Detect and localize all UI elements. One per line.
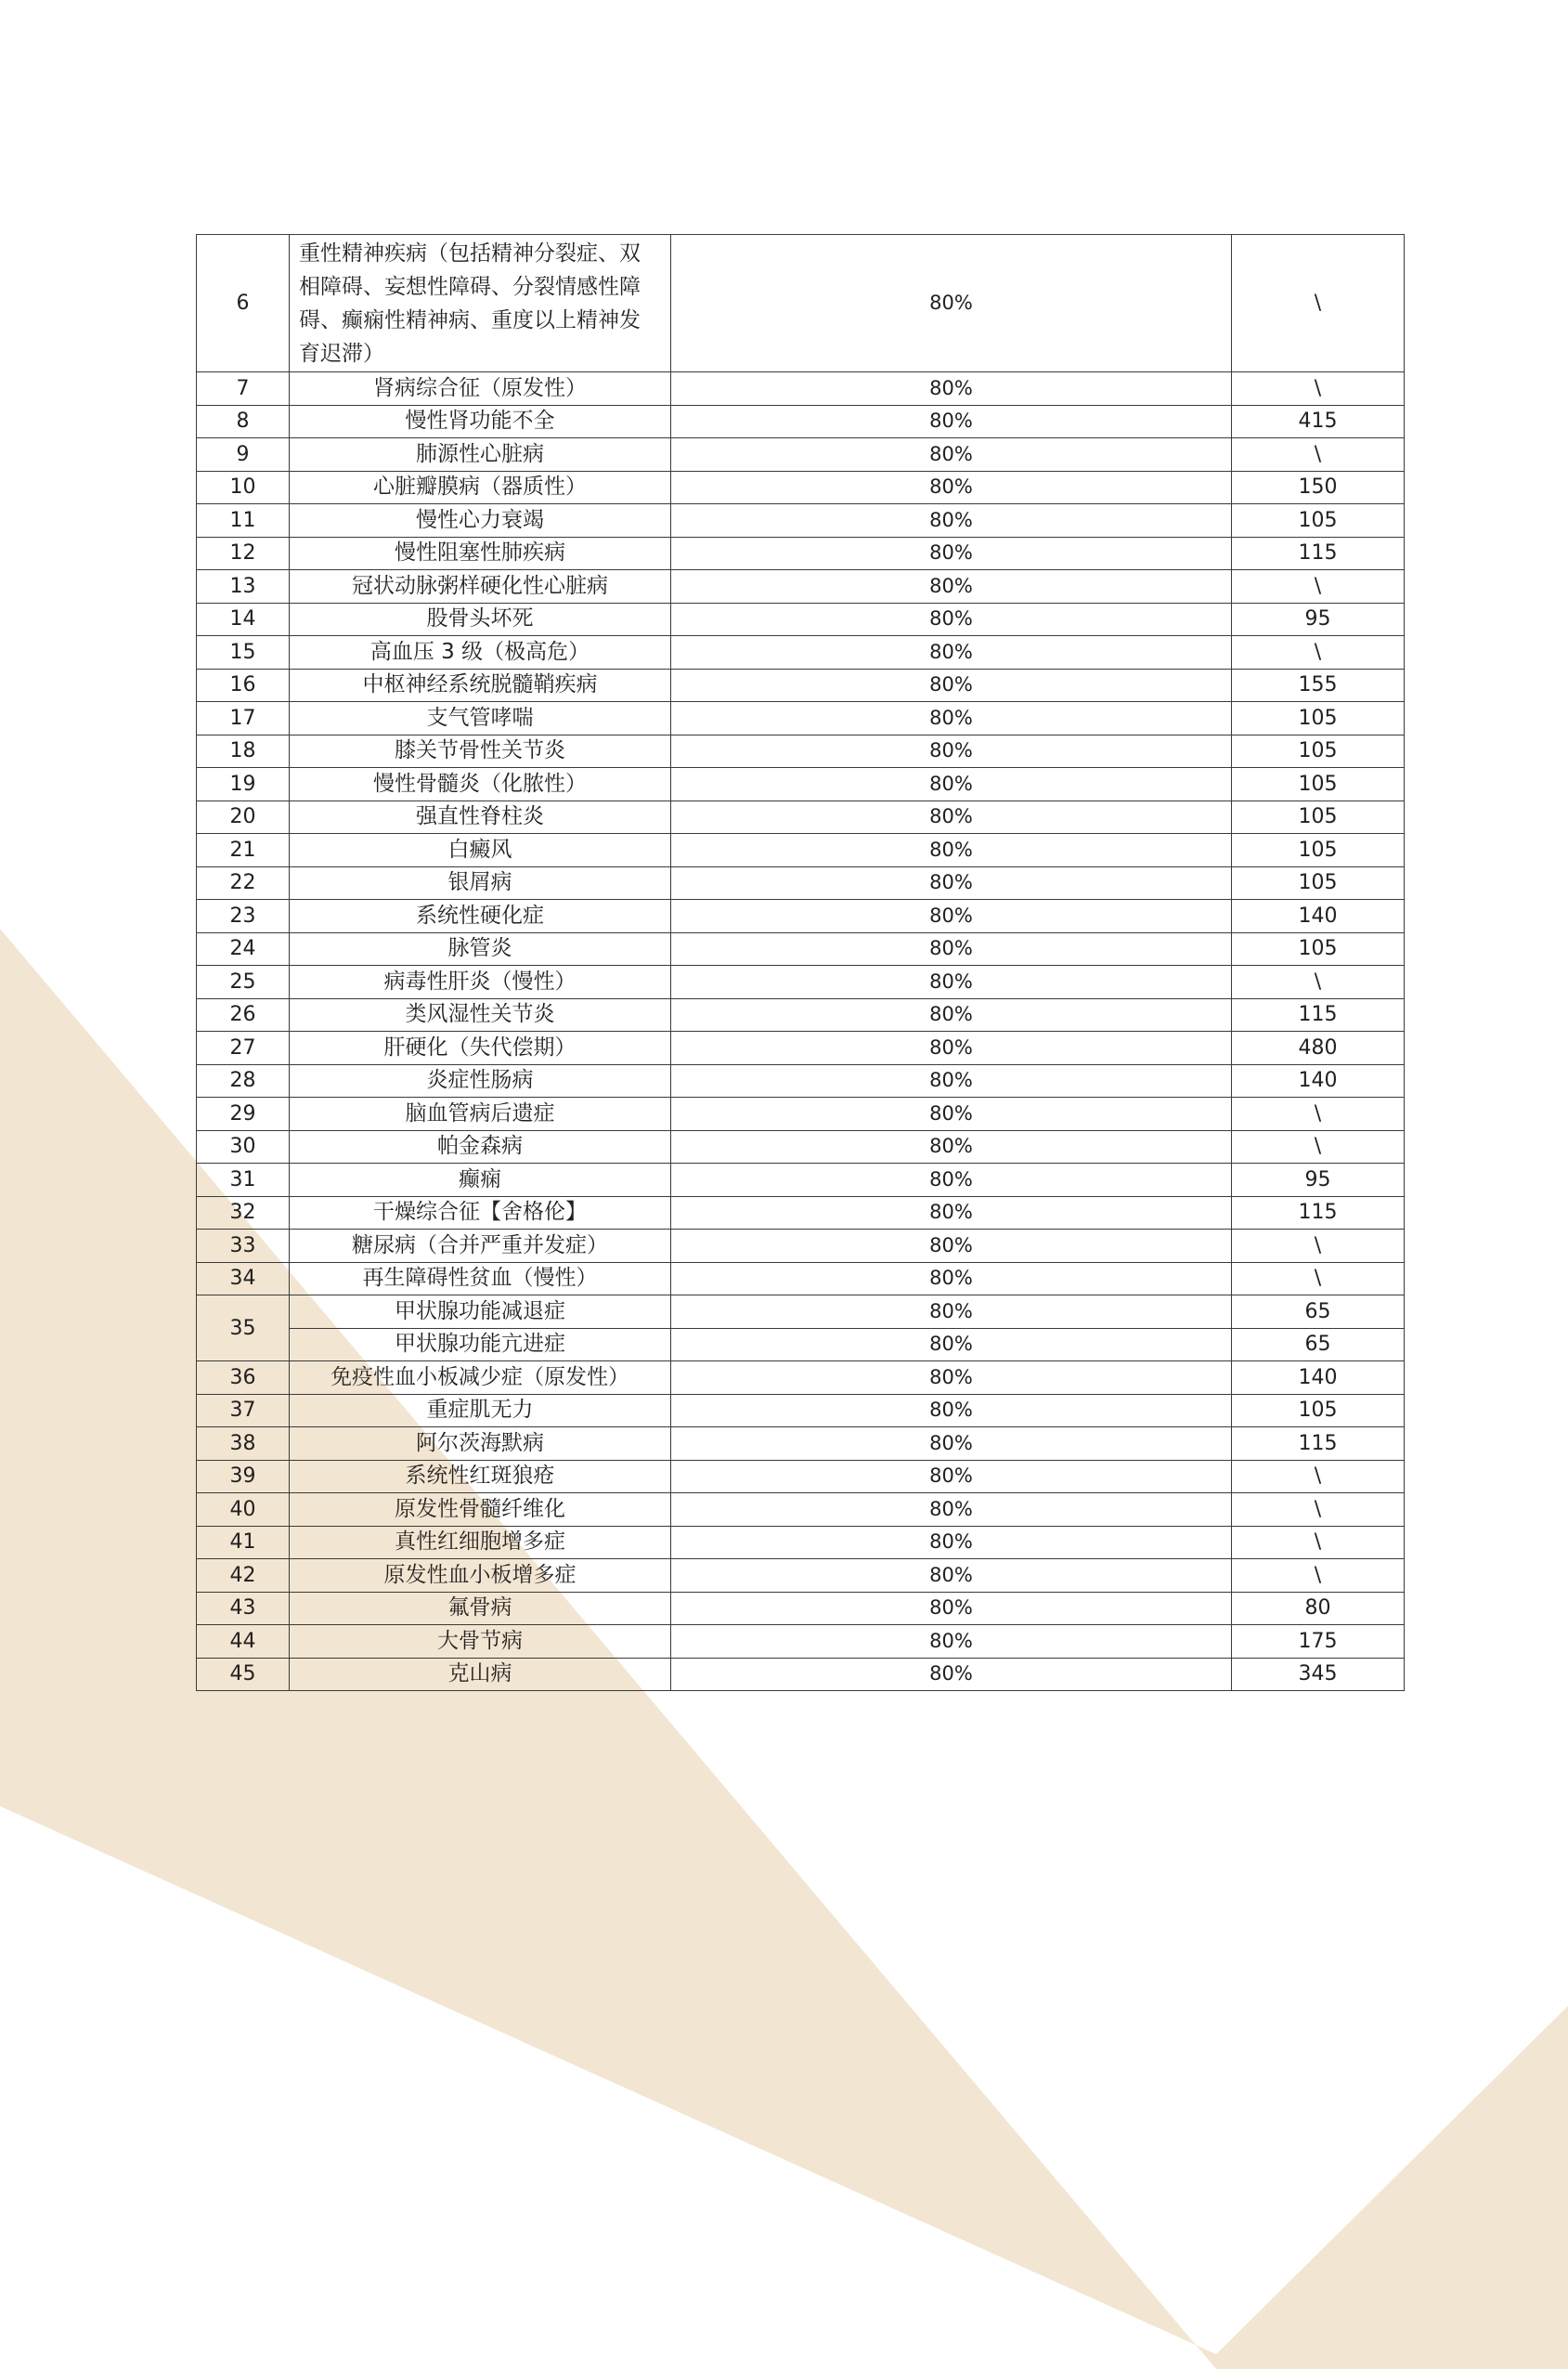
reimbursement-rate-cell: 80% (671, 669, 1232, 702)
reimbursement-rate-cell: 80% (671, 1164, 1232, 1197)
amount-cell: 95 (1232, 1164, 1405, 1197)
row-number-cell: 25 (197, 966, 290, 999)
table-body (197, 235, 1405, 1691)
amount-cell: 105 (1232, 504, 1405, 538)
row-number-cell: 37 (197, 1394, 290, 1427)
chronic-disease-table (196, 234, 1405, 1691)
table-row (197, 1230, 1405, 1263)
amount-cell: 115 (1232, 537, 1405, 570)
table-row (197, 866, 1405, 900)
row-number-cell: 43 (197, 1592, 290, 1625)
table-row (197, 1164, 1405, 1197)
reimbursement-rate-cell: 80% (671, 1460, 1232, 1493)
disease-name-cell: 大骨节病 (290, 1625, 671, 1659)
row-number-cell: 42 (197, 1559, 290, 1593)
disease-name-cell: 原发性血小板增多症 (290, 1559, 671, 1593)
reimbursement-rate-cell: 80% (671, 235, 1232, 372)
table-row (197, 603, 1405, 636)
row-number-cell: 8 (197, 405, 290, 438)
table-row (197, 998, 1405, 1032)
row-number-cell: 21 (197, 834, 290, 867)
table-row (197, 1592, 1405, 1625)
table-row (197, 801, 1405, 834)
disease-name-cell: 冠状动脉粥样硬化性心脏病 (290, 570, 671, 604)
amount-cell: 105 (1232, 768, 1405, 801)
amount-cell: 115 (1232, 998, 1405, 1032)
disease-name-cell: 慢性骨髓炎（化脓性） (290, 768, 671, 801)
amount-cell: 65 (1232, 1328, 1405, 1361)
row-number-cell: 9 (197, 438, 290, 472)
reimbursement-rate-cell: 80% (671, 735, 1232, 768)
reimbursement-rate-cell: 80% (671, 1328, 1232, 1361)
reimbursement-rate-cell: 80% (671, 932, 1232, 966)
reimbursement-rate-cell: 80% (671, 1658, 1232, 1691)
disease-name-cell: 慢性肾功能不全 (290, 405, 671, 438)
amount-cell: \ (1232, 966, 1405, 999)
reimbursement-rate-cell: 80% (671, 866, 1232, 900)
reimbursement-rate-cell: 80% (671, 1098, 1232, 1131)
disease-name-cell: 帕金森病 (290, 1130, 671, 1164)
row-number-cell: 14 (197, 603, 290, 636)
row-number-cell: 24 (197, 932, 290, 966)
table-row (197, 1427, 1405, 1461)
row-number-cell: 11 (197, 504, 290, 538)
amount-cell: \ (1232, 636, 1405, 670)
table-row (197, 834, 1405, 867)
reimbursement-rate-cell: 80% (671, 702, 1232, 735)
amount-cell: 150 (1232, 471, 1405, 504)
table-row (197, 570, 1405, 604)
row-number-cell: 13 (197, 570, 290, 604)
disease-name-cell: 真性红细胞增多症 (290, 1526, 671, 1559)
disease-name-cell: 甲状腺功能减退症 (290, 1295, 671, 1329)
table-row (197, 235, 1405, 372)
amount-cell: \ (1232, 1493, 1405, 1527)
amount-cell: 105 (1232, 866, 1405, 900)
reimbursement-rate-cell: 80% (671, 1427, 1232, 1461)
row-number-cell: 33 (197, 1230, 290, 1263)
reimbursement-rate-cell: 80% (671, 537, 1232, 570)
table-row (197, 1559, 1405, 1593)
row-number-cell: 23 (197, 900, 290, 933)
disease-name-cell: 肝硬化（失代偿期） (290, 1032, 671, 1065)
row-number-cell: 6 (197, 235, 290, 372)
row-number-cell: 7 (197, 372, 290, 406)
reimbursement-rate-cell: 80% (671, 998, 1232, 1032)
row-number-cell: 30 (197, 1130, 290, 1164)
reimbursement-rate-cell: 80% (671, 603, 1232, 636)
reimbursement-rate-cell: 80% (671, 1196, 1232, 1230)
amount-cell: \ (1232, 1098, 1405, 1131)
table-row (197, 735, 1405, 768)
row-number-cell: 41 (197, 1526, 290, 1559)
disease-name-cell: 系统性硬化症 (290, 900, 671, 933)
row-number-cell: 44 (197, 1625, 290, 1659)
table-row (197, 768, 1405, 801)
row-number-cell: 35 (197, 1295, 290, 1361)
amount-cell: \ (1232, 1230, 1405, 1263)
amount-cell: 140 (1232, 900, 1405, 933)
row-number-cell: 39 (197, 1460, 290, 1493)
reimbursement-rate-cell: 80% (671, 966, 1232, 999)
row-number-cell: 34 (197, 1262, 290, 1295)
row-number-cell: 12 (197, 537, 290, 570)
row-number-cell: 26 (197, 998, 290, 1032)
row-number-cell: 29 (197, 1098, 290, 1131)
reimbursement-rate-cell: 80% (671, 1295, 1232, 1329)
amount-cell: \ (1232, 1130, 1405, 1164)
amount-cell: \ (1232, 1526, 1405, 1559)
reimbursement-rate-cell: 80% (671, 1625, 1232, 1659)
disease-name-cell: 心脏瓣膜病（器质性） (290, 471, 671, 504)
table-row (197, 1361, 1405, 1395)
row-number-cell: 28 (197, 1064, 290, 1098)
disease-name-cell: 慢性心力衰竭 (290, 504, 671, 538)
amount-cell: 105 (1232, 801, 1405, 834)
amount-cell: 105 (1232, 735, 1405, 768)
amount-cell: \ (1232, 570, 1405, 604)
disease-name-cell: 癫痫 (290, 1164, 671, 1197)
amount-cell: 105 (1232, 1394, 1405, 1427)
row-number-cell: 10 (197, 471, 290, 504)
table-row (197, 1064, 1405, 1098)
table-row (197, 1526, 1405, 1559)
row-number-cell: 16 (197, 669, 290, 702)
table-row (197, 372, 1405, 406)
disease-name-cell: 炎症性肠病 (290, 1064, 671, 1098)
disease-name-cell: 股骨头坏死 (290, 603, 671, 636)
amount-cell: 65 (1232, 1295, 1405, 1329)
disease-name-cell: 氟骨病 (290, 1592, 671, 1625)
disease-name-cell: 病毒性肝炎（慢性） (290, 966, 671, 999)
reimbursement-rate-cell: 80% (671, 834, 1232, 867)
disease-name-cell: 重症肌无力 (290, 1394, 671, 1427)
disease-name-cell: 白癜风 (290, 834, 671, 867)
amount-cell: 105 (1232, 932, 1405, 966)
amount-cell: 175 (1232, 1625, 1405, 1659)
disease-name-cell: 银屑病 (290, 866, 671, 900)
table-row (197, 1460, 1405, 1493)
row-number-cell: 38 (197, 1427, 290, 1461)
amount-cell: 80 (1232, 1592, 1405, 1625)
table-row (197, 636, 1405, 670)
row-number-cell: 22 (197, 866, 290, 900)
table-row (197, 405, 1405, 438)
row-number-cell: 27 (197, 1032, 290, 1065)
reimbursement-rate-cell: 80% (671, 438, 1232, 472)
amount-cell: 115 (1232, 1427, 1405, 1461)
disease-name-cell: 肺源性心脏病 (290, 438, 671, 472)
reimbursement-rate-cell: 80% (671, 1592, 1232, 1625)
reimbursement-rate-cell: 80% (671, 570, 1232, 604)
reimbursement-rate-cell: 80% (671, 471, 1232, 504)
amount-cell: 415 (1232, 405, 1405, 438)
reimbursement-rate-cell: 80% (671, 768, 1232, 801)
table-row (197, 1262, 1405, 1295)
reimbursement-rate-cell: 80% (671, 801, 1232, 834)
reimbursement-rate-cell: 80% (671, 1130, 1232, 1164)
table-row (197, 1493, 1405, 1527)
reimbursement-rate-cell: 80% (671, 504, 1232, 538)
table-row (197, 900, 1405, 933)
amount-cell: 155 (1232, 669, 1405, 702)
disease-name-cell: 肾病综合征（原发性） (290, 372, 671, 406)
amount-cell: 480 (1232, 1032, 1405, 1065)
disease-name-cell: 甲状腺功能亢进症 (290, 1328, 671, 1361)
row-number-cell: 19 (197, 768, 290, 801)
disease-name-cell: 糖尿病（合并严重并发症） (290, 1230, 671, 1263)
table-row (197, 1130, 1405, 1164)
disease-name-cell: 系统性红斑狼疮 (290, 1460, 671, 1493)
row-number-cell: 17 (197, 702, 290, 735)
reimbursement-rate-cell: 80% (671, 1230, 1232, 1263)
reimbursement-rate-cell: 80% (671, 900, 1232, 933)
reimbursement-rate-cell: 80% (671, 1493, 1232, 1527)
table-row (197, 1098, 1405, 1131)
reimbursement-rate-cell: 80% (671, 1032, 1232, 1065)
row-number-cell: 36 (197, 1361, 290, 1395)
table-row (197, 1328, 1405, 1361)
reimbursement-rate-cell: 80% (671, 1361, 1232, 1395)
disease-name-cell: 阿尔茨海默病 (290, 1427, 671, 1461)
row-number-cell: 32 (197, 1196, 290, 1230)
row-number-cell: 20 (197, 801, 290, 834)
table-row (197, 438, 1405, 472)
disease-name-cell: 免疫性血小板减少症（原发性） (290, 1361, 671, 1395)
table-row (197, 471, 1405, 504)
row-number-cell: 31 (197, 1164, 290, 1197)
table-row (197, 1196, 1405, 1230)
disease-name-cell: 脉管炎 (290, 932, 671, 966)
table-row (197, 1625, 1405, 1659)
reimbursement-rate-cell: 80% (671, 636, 1232, 670)
reimbursement-rate-cell: 80% (671, 372, 1232, 406)
amount-cell: \ (1232, 235, 1405, 372)
amount-cell: \ (1232, 372, 1405, 406)
row-number-cell: 45 (197, 1658, 290, 1691)
amount-cell: \ (1232, 1262, 1405, 1295)
amount-cell: 140 (1232, 1361, 1405, 1395)
amount-cell: 345 (1232, 1658, 1405, 1691)
disease-name-cell: 支气管哮喘 (290, 702, 671, 735)
disease-name-cell: 再生障碍性贫血（慢性） (290, 1262, 671, 1295)
reimbursement-rate-cell: 80% (671, 1526, 1232, 1559)
disease-name-cell: 强直性脊柱炎 (290, 801, 671, 834)
row-number-cell: 15 (197, 636, 290, 670)
disease-name-cell: 干燥综合征【舍格伦】 (290, 1196, 671, 1230)
amount-cell: \ (1232, 1460, 1405, 1493)
table-row (197, 966, 1405, 999)
disease-name-cell: 类风湿性关节炎 (290, 998, 671, 1032)
amount-cell: 95 (1232, 603, 1405, 636)
amount-cell: 105 (1232, 702, 1405, 735)
disease-name-cell: 膝关节骨性关节炎 (290, 735, 671, 768)
table-row (197, 1658, 1405, 1691)
amount-cell: 140 (1232, 1064, 1405, 1098)
amount-cell: \ (1232, 1559, 1405, 1593)
amount-cell: \ (1232, 438, 1405, 472)
reimbursement-rate-cell: 80% (671, 1559, 1232, 1593)
disease-name-cell: 中枢神经系统脱髓鞘疾病 (290, 669, 671, 702)
table-row (197, 504, 1405, 538)
table-row (197, 537, 1405, 570)
row-number-cell: 18 (197, 735, 290, 768)
disease-name-cell: 克山病 (290, 1658, 671, 1691)
reimbursement-rate-cell: 80% (671, 1064, 1232, 1098)
table-row (197, 702, 1405, 735)
disease-name-cell: 重性精神疾病（包括精神分裂症、双相障碍、妄想性障碍、分裂情感性障碍、癫痫性精神病、重度以上精神发育迟滞） (290, 235, 671, 372)
table-row (197, 1032, 1405, 1065)
disease-name-cell: 原发性骨髓纤维化 (290, 1493, 671, 1527)
row-number-cell: 40 (197, 1493, 290, 1527)
table-row (197, 669, 1405, 702)
reimbursement-rate-cell: 80% (671, 1394, 1232, 1427)
table-row (197, 1394, 1405, 1427)
table-row (197, 932, 1405, 966)
amount-cell: 105 (1232, 834, 1405, 867)
table-row (197, 1295, 1405, 1329)
disease-name-cell: 慢性阻塞性肺疾病 (290, 537, 671, 570)
reimbursement-rate-cell: 80% (671, 1262, 1232, 1295)
reimbursement-rate-cell: 80% (671, 405, 1232, 438)
disease-name-cell: 脑血管病后遗症 (290, 1098, 671, 1131)
amount-cell: 115 (1232, 1196, 1405, 1230)
disease-name-cell: 高血压 3 级（极高危） (290, 636, 671, 670)
